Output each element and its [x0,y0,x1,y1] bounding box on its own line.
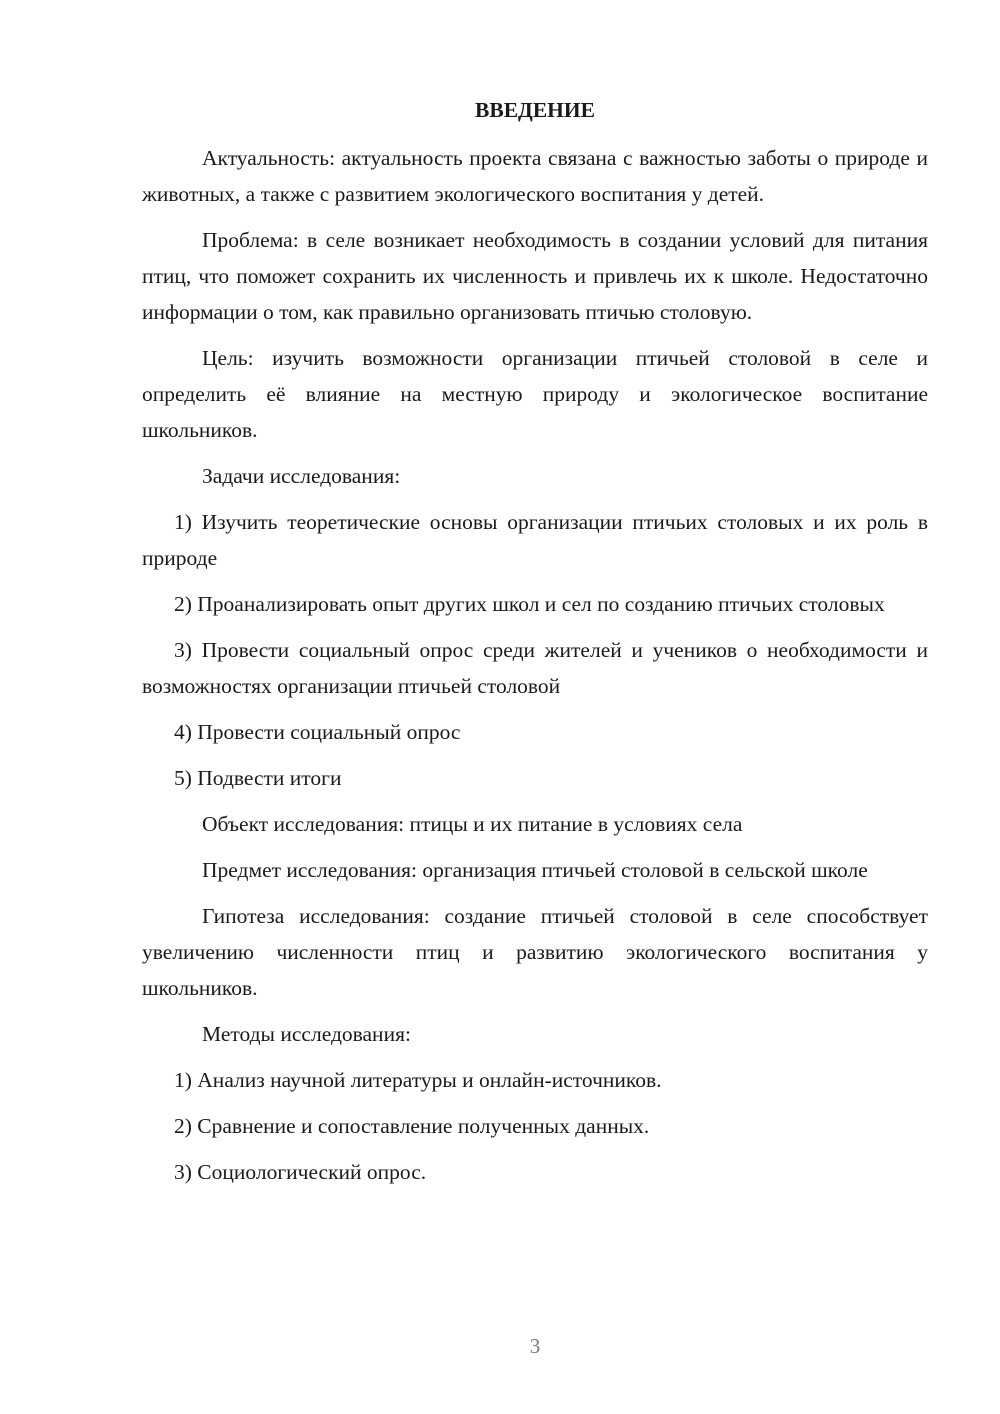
page-number: 3 [529,1334,541,1358]
method-item: 3) Социологический опрос. [174,1160,427,1184]
object-paragraph: Объект исследования: птицы и их питание в условиях села [202,812,743,836]
section-heading: ВВЕДЕНИЕ [475,98,595,122]
methods-title: Методы исследования: [202,1022,411,1046]
method-item: 1) Анализ научной литературы и онлайн-источников. [174,1068,662,1092]
hypothesis-paragraph: Гипотеза исследования: создание птичьей столовой в селе способствует увеличению численности птиц и развитию экологического воспитания у школьников. [142,904,928,1000]
method-item: 2) Сравнение и сопоставление полученных данных. [174,1114,650,1138]
goal-paragraph: Цель: изучить возможности организации птичьей столовой в селе и определить её влияние на местную природу и экологическое воспитание школьников. [142,346,928,442]
relevance-paragraph: Актуальность: актуальность проекта связана с важностью заботы о природе и животных, а также с развитием экологического воспитания у детей. [142,146,928,206]
subject-paragraph: Предмет исследования: организация птичьей столовой в сельской школе [202,858,868,882]
task-item: 1) Изучить теоретические основы организации птичьих столовых и их роль в природе [142,510,928,570]
task-item: 2) Проанализировать опыт других школ и сел по созданию птичьих столовых [174,592,885,616]
task-item: 5) Подвести итоги [174,766,342,790]
problem-paragraph: Проблема: в селе возникает необходимость в создании условий для питания птиц, что поможет сохранить их численность и привлечь их к школе. Недостаточно информации о том, как правильно организовать птичью столовую. [142,228,928,324]
task-item: 4) Провести социальный опрос [174,720,461,744]
tasks-title: Задачи исследования: [202,464,401,488]
task-item: 3) Провести социальный опрос среди жителей и учеников о необходимости и возможностях организации птичьей столовой [142,638,928,698]
document-page [142,92,928,1200]
